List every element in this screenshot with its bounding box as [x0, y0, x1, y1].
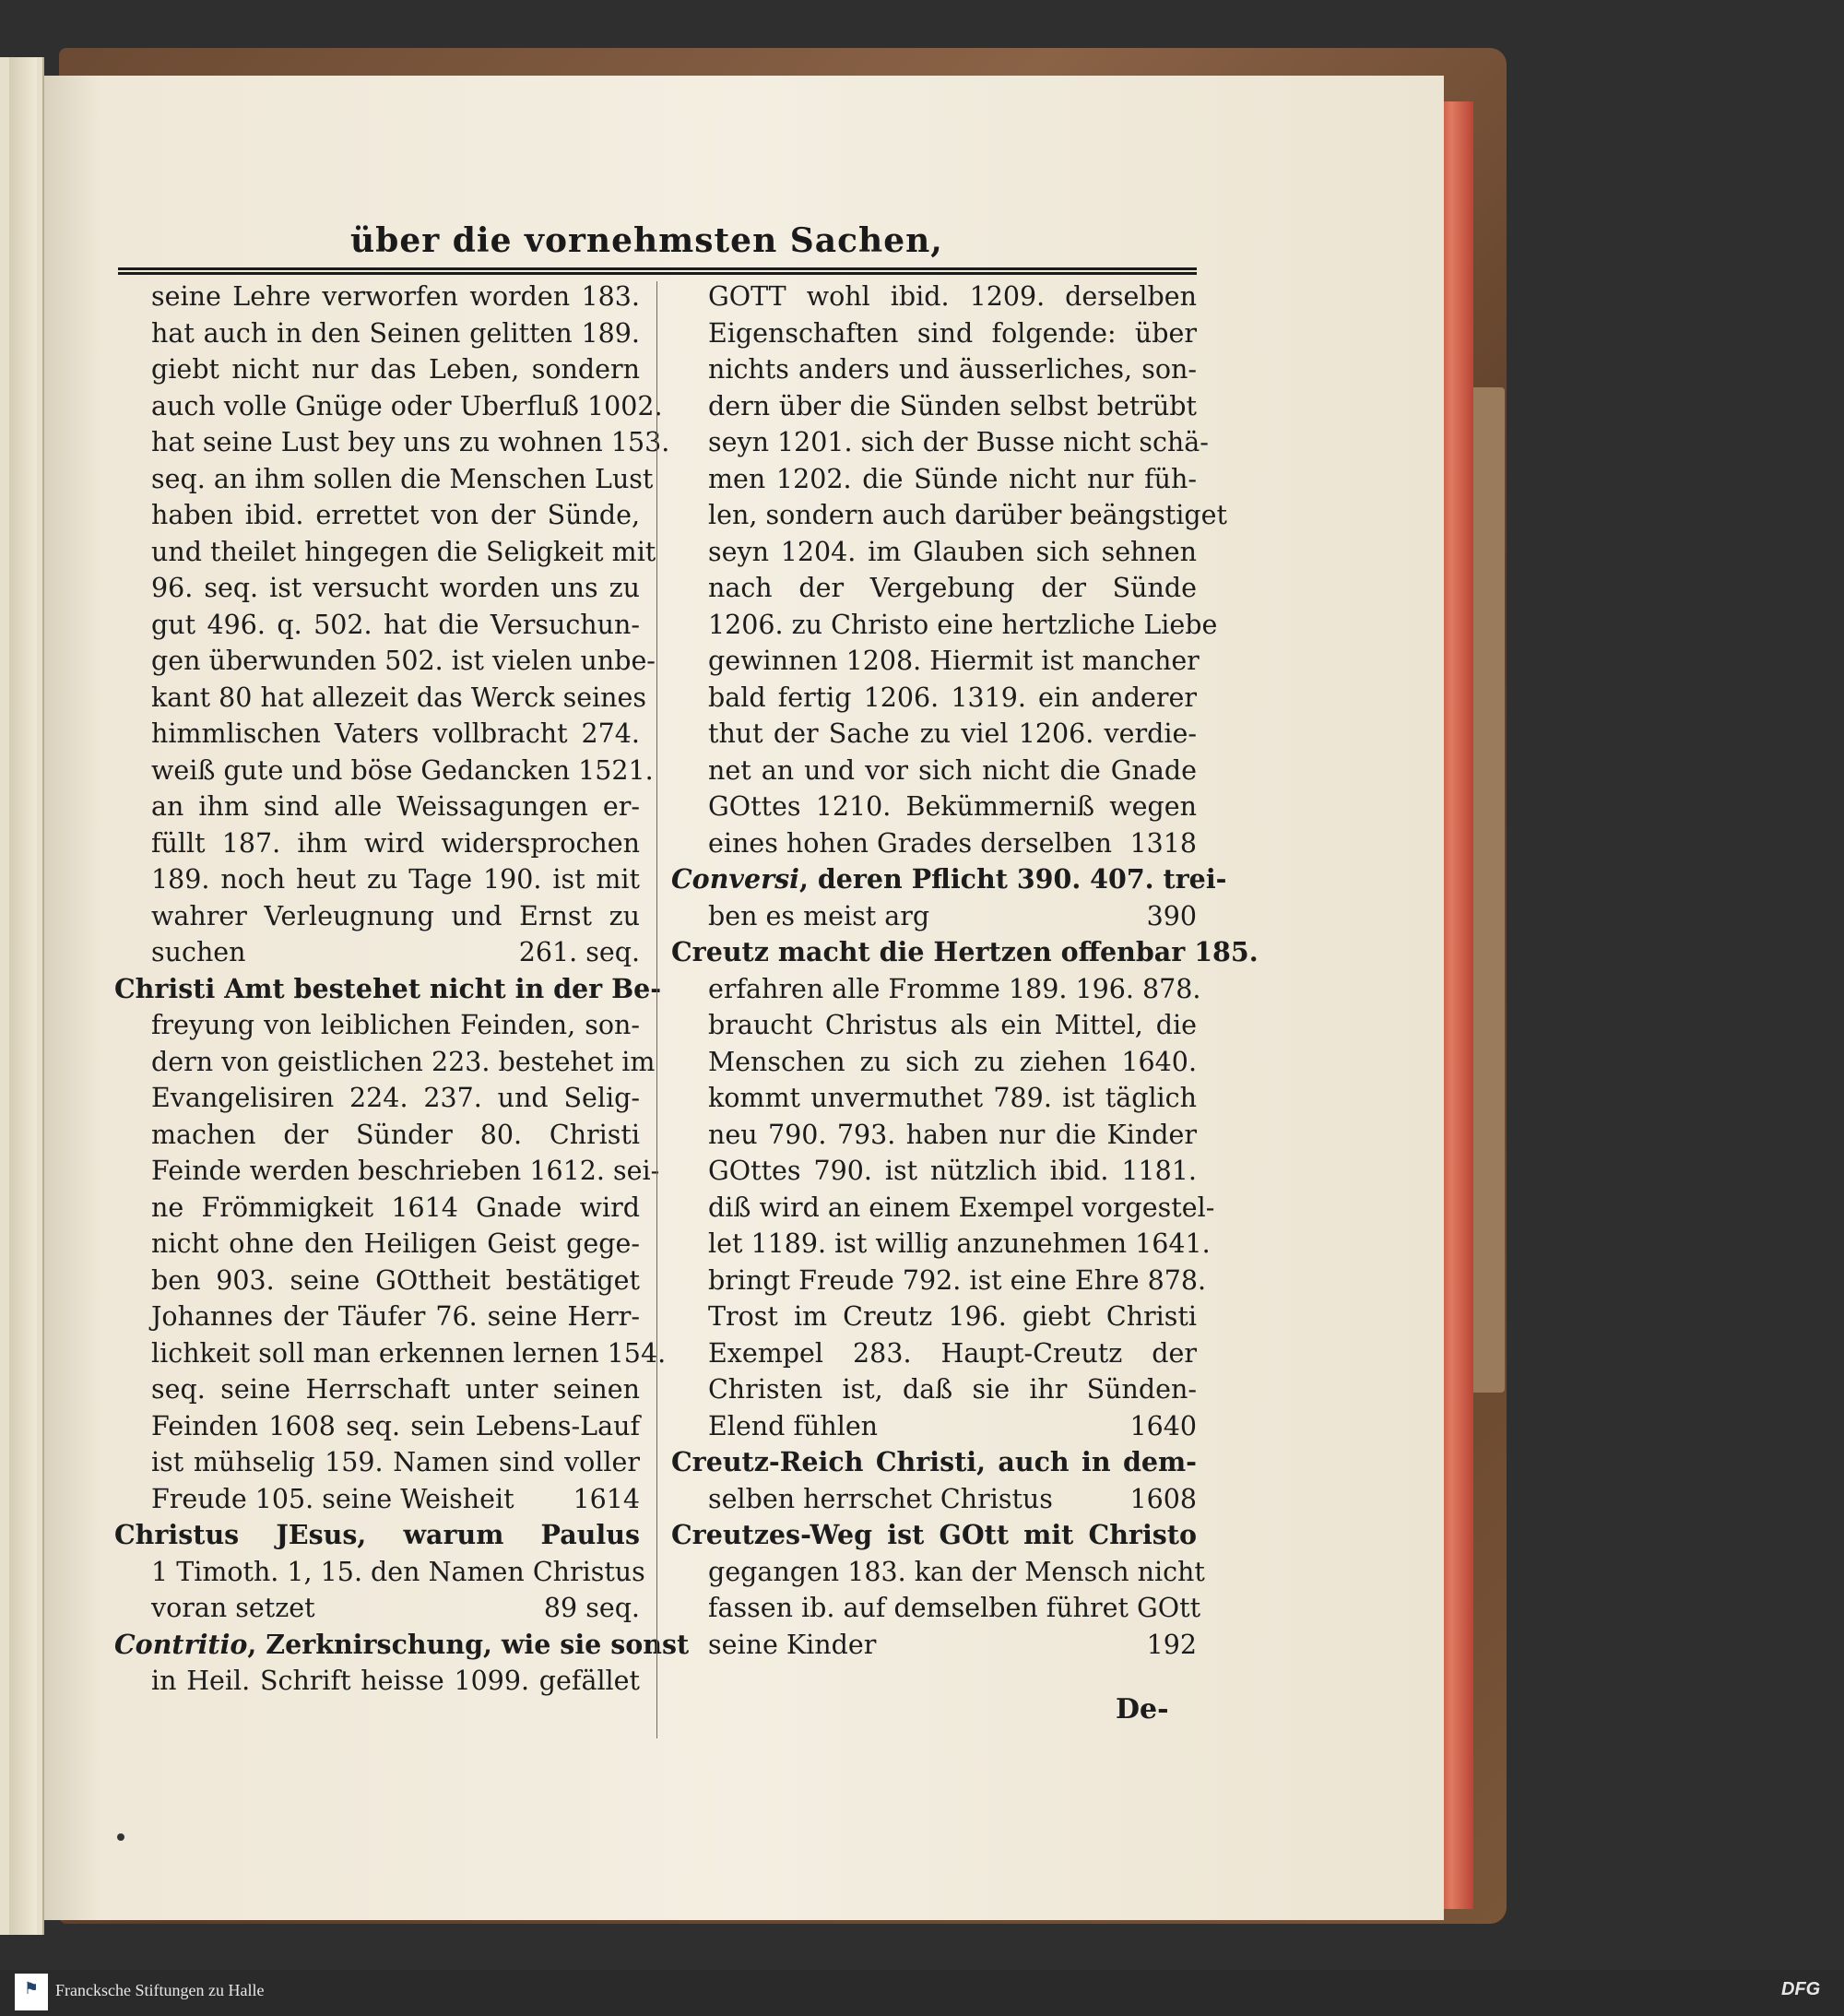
footer-institution: Francksche Stiftungen zu Halle — [55, 1981, 265, 1999]
index-line: seyn 1201. sich der Busse nicht schä- — [708, 427, 1209, 457]
index-line: 1 Timoth. 1, 15. den Namen Christus — [151, 1556, 645, 1587]
index-line: ben 903. seine GOttheit bestätiget — [151, 1264, 640, 1296]
index-line — [671, 825, 1197, 862]
index-line: Christen ist, daß sie ihr Sünden- — [708, 1374, 1197, 1405]
index-line: Menschen zu sich zu ziehen 1640. — [708, 1046, 1197, 1077]
index-line-text: selben herrschet Christus — [708, 1483, 1053, 1514]
index-line: Johannes der Täufer 76. seine Herr- — [151, 1301, 640, 1332]
page-reference: 1640 — [1129, 1410, 1197, 1441]
index-line — [671, 1627, 1197, 1664]
page-reference: 192 — [1146, 1629, 1197, 1660]
header-double-rule — [118, 267, 1197, 275]
index-line: GOttes 790. ist nützlich ibid. 1181. — [708, 1156, 1197, 1186]
index-line: giebt nicht nur das Leben, sondern — [151, 354, 640, 385]
index-line: wahrer Verleugnung und Ernst zu — [151, 900, 640, 931]
page-reference: 261. seq. — [518, 937, 640, 967]
latin-headword: Conversi — [671, 863, 799, 895]
footer-bar — [0, 1970, 1844, 2016]
index-line: lichkeit soll man erkennen lernen 154. — [151, 1337, 667, 1369]
index-entry-head: Christi Amt bestehet nicht in der Be- — [114, 972, 662, 1004]
index-line: Feinde werden beschrieben 1612. sei- — [151, 1156, 660, 1186]
dfg-logo: DFG — [1781, 1979, 1821, 1999]
index-line: Evangelisiren 224. 237. und Selig- — [151, 1083, 640, 1113]
index-line: nicht ohne den Heiligen Geist gege- — [151, 1228, 640, 1259]
index-line: ist mühselig 159. Namen sind voller — [151, 1447, 640, 1477]
index-line: dern über die Sünden selbst betrübt — [708, 390, 1197, 421]
index-line-text: eines hohen Grades derselben — [708, 827, 1113, 859]
index-line — [671, 1481, 1197, 1518]
index-line: GOttes 1210. Bekümmerniß wegen — [708, 791, 1197, 822]
index-entry-head: Contritio, Zerknirschung, wie sie sonst — [114, 1628, 690, 1660]
index-line: kant 80 hat allezeit das Werck seines — [151, 682, 647, 713]
index-line: gegangen 183. kan der Mensch nicht — [708, 1556, 1205, 1587]
index-line — [114, 1590, 640, 1627]
index-line: bald fertig 1206. 1319. ein anderer — [708, 682, 1197, 713]
index-line: seq. seine Herrschaft unter seinen — [151, 1374, 640, 1405]
index-line: Exempel 283. Haupt-Creutz der — [708, 1337, 1197, 1369]
index-line — [114, 934, 640, 971]
index-line: nichts anders und äusserliches, son- — [708, 354, 1197, 385]
index-line: seyn 1204. im Glauben sich sehnen — [708, 536, 1197, 567]
index-line: Feinden 1608 seq. sein Lebens-Lauf — [151, 1410, 640, 1441]
index-line: himmlischen Vaters vollbracht 274. — [151, 718, 640, 749]
index-line-text: voran setzet — [151, 1593, 315, 1623]
index-line-text: seine Kinder — [708, 1629, 877, 1660]
index-line: an ihm sind alle Weissagungen er- — [151, 791, 640, 822]
index-line: seq. an ihm sollen die Menschen Lust — [151, 463, 654, 494]
index-line: bringt Freude 792. ist eine Ehre 878. — [708, 1264, 1207, 1296]
index-line: weiß gute und böse Gedancken 1521. — [151, 754, 654, 786]
index-line: in Heil. Schrift heisse 1099. gefället — [151, 1666, 640, 1696]
index-line: dern von geistlichen 223. bestehet im — [151, 1046, 656, 1077]
index-line: fassen ib. auf demselben führet GOtt — [708, 1593, 1201, 1623]
page-reference: 1608 — [1129, 1483, 1197, 1514]
index-line: men 1202. die Sünde nicht nur füh- — [708, 463, 1197, 494]
column-divider — [656, 281, 657, 1738]
index-line: 96. seq. ist versucht worden uns zu — [151, 573, 640, 603]
page-reference: 1318 — [1129, 827, 1197, 859]
index-line: auch volle Gnüge oder Uberfluß 1002. — [151, 390, 663, 421]
left-column — [114, 279, 690, 1700]
index-entry-head: Creutz-Reich Christi, auch in dem- — [671, 1446, 1197, 1477]
index-line-text: Freude 105. seine Weisheit — [151, 1483, 514, 1514]
index-entry-head: Conversi, deren Pflicht 390. 407. trei- — [671, 863, 1227, 895]
index-line-text: ben es meist arg — [708, 900, 930, 931]
index-line: und theilet hingegen die Seligkeit mit — [151, 536, 656, 567]
index-line: 1206. zu Christo eine hertzliche Liebe — [708, 609, 1218, 640]
index-line — [671, 1408, 1197, 1445]
running-header: über die vornehmsten Sachen, — [350, 221, 943, 260]
index-line: gewinnen 1208. Hiermit ist mancher — [708, 646, 1200, 676]
index-line-text: suchen — [151, 937, 246, 967]
index-line: diß wird an einem Exempel vorgestel- — [708, 1192, 1215, 1223]
ink-spot — [117, 1833, 124, 1841]
index-line: ne Frömmigkeit 1614 Gnade wird — [151, 1192, 640, 1223]
foundation-logo-icon: ⚑ — [23, 1979, 40, 1998]
index-line: haben ibid. errettet von der Sünde, — [151, 500, 640, 530]
index-line: net an und vor sich nicht die Gnade — [708, 754, 1197, 786]
index-entry-head: Christus JEsus, warum Paulus — [114, 1519, 640, 1550]
index-line: neu 790. 793. haben nur die Kinder — [708, 1119, 1197, 1150]
index-line — [114, 1481, 640, 1518]
index-line: braucht Christus als ein Mittel, die — [708, 1010, 1197, 1040]
index-line: machen der Sünder 80. Christi — [151, 1119, 640, 1150]
index-line: GOTT wohl ibid. 1209. derselben — [708, 281, 1197, 312]
index-line: 189. noch heut zu Tage 190. ist mit — [151, 864, 640, 895]
left-page-shadow — [9, 57, 37, 1935]
index-line: gut 496. q. 502. hat die Versuchun- — [151, 609, 640, 640]
index-line: Trost im Creutz 196. giebt Christi — [708, 1301, 1197, 1332]
index-line: freyung von leiblichen Feinden, son- — [151, 1010, 640, 1040]
index-line: seine Lehre verworfen worden 183. — [151, 281, 640, 312]
index-line: füllt 187. ihm wird widersprochen — [151, 827, 640, 859]
latin-headword: Contritio — [114, 1628, 248, 1660]
page-reference: 1614 — [573, 1483, 640, 1514]
index-line: nach der Vergebung der Sünde — [708, 573, 1197, 603]
index-line: len, sondern auch darüber beängstiget — [708, 500, 1227, 530]
page-reference: 390 — [1146, 900, 1197, 931]
index-line: hat auch in den Seinen gelitten 189. — [151, 317, 640, 349]
page-reference: 89 seq. — [543, 1593, 640, 1623]
index-entry-head: Creutz macht die Hertzen offenbar 185. — [671, 936, 1259, 967]
index-line: gen überwunden 502. ist vielen unbe- — [151, 646, 656, 676]
index-line: kommt unvermuthet 789. ist täglich — [708, 1083, 1197, 1113]
index-line: thut der Sache zu viel 1206. verdie- — [708, 718, 1197, 749]
right-column — [671, 279, 1259, 1663]
index-line-text: Elend fühlen — [708, 1410, 879, 1441]
index-line: hat seine Lust bey uns zu wohnen 153. — [151, 427, 670, 457]
index-line: let 1189. ist willig anzunehmen 1641. — [708, 1228, 1211, 1259]
index-line: erfahren alle Fromme 189. 196. 878. — [708, 973, 1201, 1004]
index-line — [671, 898, 1197, 935]
index-entry-head: Creutzes-Weg ist GOtt mit Christo — [671, 1519, 1197, 1550]
catchword: De- — [1116, 1693, 1169, 1725]
index-line: Eigenschaften sind folgende: über — [708, 317, 1197, 349]
